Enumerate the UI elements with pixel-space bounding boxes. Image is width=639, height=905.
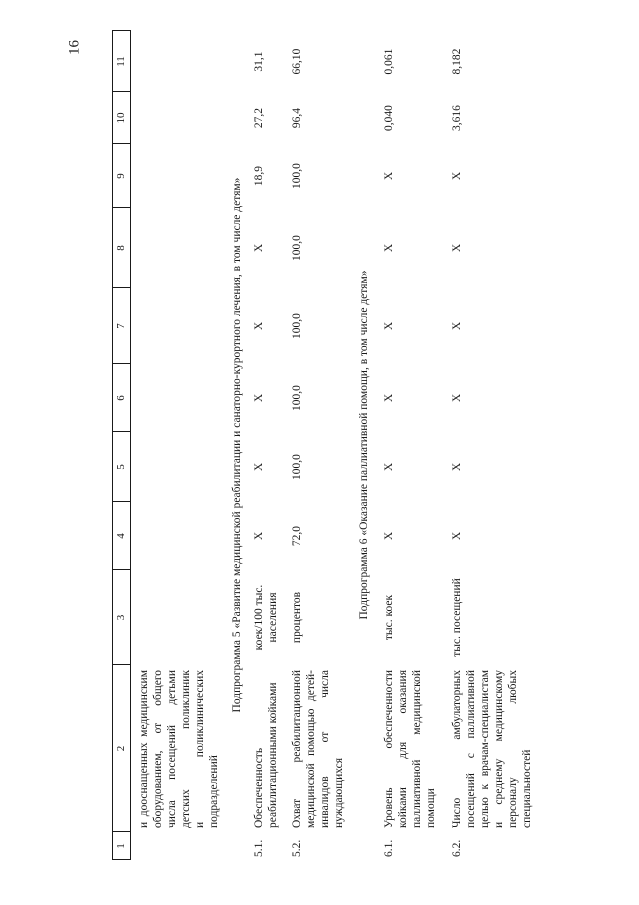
value-cell: X (383, 243, 395, 253)
row-number: 6.2. (451, 839, 463, 857)
column-header: 5 (115, 464, 127, 470)
text-line: специальностей (521, 749, 533, 828)
value-cell: X (383, 462, 395, 472)
column-header: 11 (115, 56, 127, 67)
column-header: 4 (115, 533, 127, 539)
text-line: населения (267, 592, 279, 643)
value-cell: X (451, 171, 463, 181)
value-cell: 100,0 (291, 385, 303, 411)
column-header: 10 (115, 112, 127, 124)
text-line: оборудованием, от общего (152, 670, 164, 828)
column-header: 6 (115, 395, 127, 401)
text-line: медицинской помощью детей- (305, 670, 317, 828)
text-line: Охват реабилитационной (291, 670, 303, 828)
text-line: числа посещений детьми (166, 670, 178, 828)
text-line: и дооснащенных медицинским (138, 670, 150, 828)
unit (252, 570, 280, 665)
indicator-name (450, 670, 534, 828)
continuation-text (137, 670, 221, 828)
text-line: коек/100 тыс. (253, 584, 265, 651)
value-cell: 31,1 (253, 51, 265, 72)
value-cell: 3,616 (451, 105, 463, 131)
column-header: 3 (115, 614, 127, 621)
text-line: реабилитационными койками (267, 682, 279, 828)
value-cell: 72,0 (291, 525, 303, 547)
unit (290, 570, 304, 665)
value-cell: X (383, 531, 395, 541)
text-line: персоналу любых (507, 670, 519, 828)
value-cell: X (383, 321, 395, 331)
text-line: инвалидов от числа (319, 670, 331, 828)
value-cell: X (253, 243, 265, 253)
column-header: 8 (115, 245, 127, 251)
value-cell: X (253, 393, 265, 403)
unit (450, 570, 464, 665)
value-cell: 27,2 (253, 107, 265, 129)
value-cell: X (383, 393, 395, 403)
row-number: 5.1. (253, 839, 265, 857)
value-cell: 0,061 (383, 48, 395, 75)
value-cell: X (253, 531, 265, 541)
value-cell: 100,0 (291, 313, 303, 339)
indicator-name (252, 670, 280, 828)
value-cell: X (383, 171, 395, 181)
value-cell: X (253, 321, 265, 331)
text-line: помощи (425, 788, 437, 828)
text-line: посещений с паллиативной (465, 670, 477, 828)
value-cell: 66,10 (291, 48, 303, 75)
text-line: Число амбулаторных (451, 670, 463, 828)
text-line: подразделений (208, 755, 220, 828)
text-line: тыс. посещений (451, 578, 463, 657)
value-cell: X (451, 393, 463, 403)
text-line: паллиативной медицинской (411, 670, 423, 828)
text-line: и среднему медицинскому (493, 670, 505, 828)
value-cell: 96,4 (291, 107, 303, 129)
subprogram-6-title: Подпрограмма 6 «Оказание паллиативной помощи, в том числе детям» (358, 270, 370, 620)
text-line: нуждающихся (333, 757, 345, 828)
text-line: и поликлинических (194, 670, 206, 828)
row-number: 6.1. (383, 839, 395, 857)
row-number: 5.2. (291, 839, 303, 857)
column-header: 2 (115, 745, 127, 752)
unit (382, 570, 396, 665)
header-bottom-line (130, 30, 131, 860)
indicator-name (290, 670, 346, 828)
subprogram-5-title: Подпрограмма 5 «Развитие медицинской реабилитации и санаторно-курортного лечения, в том числе детям» (231, 177, 243, 713)
text-line: детских поликлиник (180, 670, 192, 828)
value-cell: X (451, 531, 463, 541)
value-cell: X (451, 321, 463, 331)
text-line: процентов (291, 591, 303, 644)
value-cell: 100,0 (291, 235, 303, 261)
column-header: 9 (115, 173, 127, 179)
text-line: Обеспеченность (253, 747, 265, 828)
page-number: 16 (66, 40, 83, 55)
rotated-table (112, 30, 532, 860)
value-cell: X (451, 462, 463, 472)
column-header: 7 (115, 323, 127, 329)
value-cell: X (253, 462, 265, 472)
column-header: 1 (115, 843, 127, 849)
text-line: тыс. коек (383, 594, 395, 641)
text-line: целью к врачам-специалистам (479, 670, 491, 828)
text-line: койками для оказания (397, 670, 409, 828)
text-line: Уровень обеспеченности (383, 670, 395, 828)
value-cell: 8,182 (451, 48, 463, 75)
value-cell: 100,0 (291, 454, 303, 480)
value-cell: 18,9 (253, 165, 265, 187)
value-cell: X (451, 243, 463, 253)
indicator-name (382, 670, 438, 828)
value-cell: 100,0 (291, 163, 303, 189)
value-cell: 0,040 (383, 105, 395, 131)
